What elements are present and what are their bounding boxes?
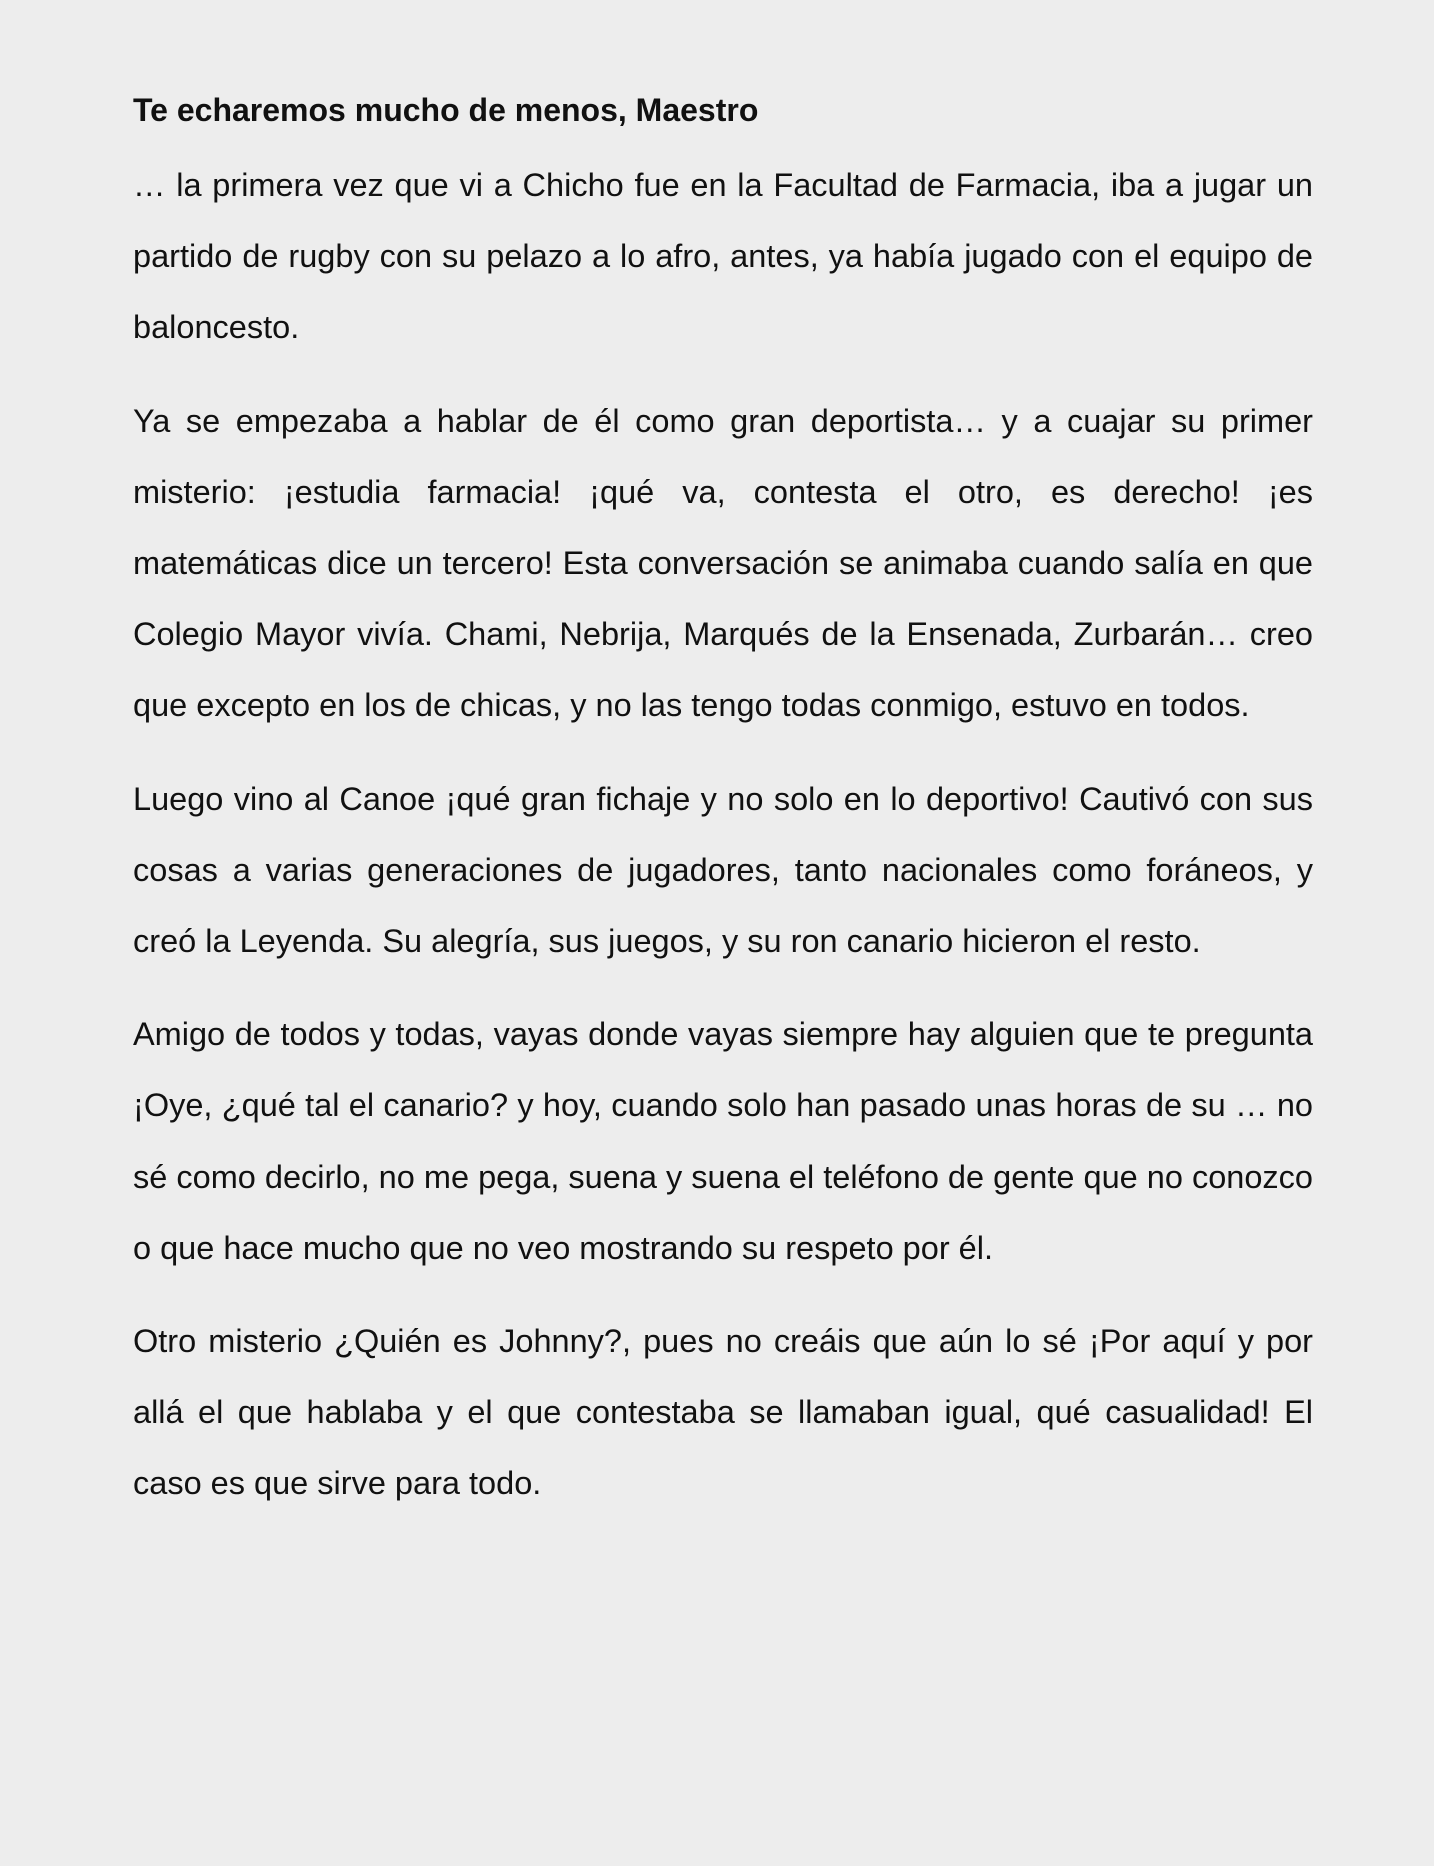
paragraph-1: … la primera vez que vi a Chicho fue en la Facultad de Farmacia, iba a jugar un partido de rugby con su pelazo a lo afro, antes, ya había jugado con el equipo de baloncesto.	[133, 167, 1313, 346]
document-page	[133, 84, 1313, 1542]
paragraph-2: Ya se empezaba a hablar de él como gran deportista… y a cuajar su primer misterio: ¡estudia farmacia! ¡qué va, contesta el otro, es derecho! ¡es matemáticas dice un tercero! Esta conversación se animaba cuando salía en que Colegio Mayor vivía. Chami, Nebrija, Marqués de la Ensenada, Zurbarán… creo que excepto en los de chicas, y no las tengo todas conmigo, estuvo en todos.	[133, 402, 1313, 724]
paragraph-5: Otro misterio ¿Quién es Johnny?, pues no creáis que aún lo sé ¡Por aquí y por allá el que hablaba y el que contestaba se llamaban igual, qué casualidad! El caso es que sirve para todo.	[133, 1323, 1313, 1502]
paragraph-3: Luego vino al Canoe ¡qué gran fichaje y no solo en lo deportivo! Cautivó con sus cosas a varias generaciones de jugadores, tanto nacionales como foráneos, y creó la Leyenda. Su alegría, sus juegos, y su ron canario hicieron el resto.	[133, 780, 1313, 960]
paragraph-4: Amigo de todos y todas, vayas donde vayas siempre hay alguien que te pregunta ¡Oye, ¿qué tal el canario? y hoy, cuando solo han pasado unas horas de su … no sé como decirlo, no me pega, suena y suena el teléfono de gente que no conozco o que hace mucho que no veo mostrando su respeto por él.	[133, 1016, 1313, 1266]
document-title: Te echaremos mucho de menos, Maestro	[133, 92, 759, 128]
